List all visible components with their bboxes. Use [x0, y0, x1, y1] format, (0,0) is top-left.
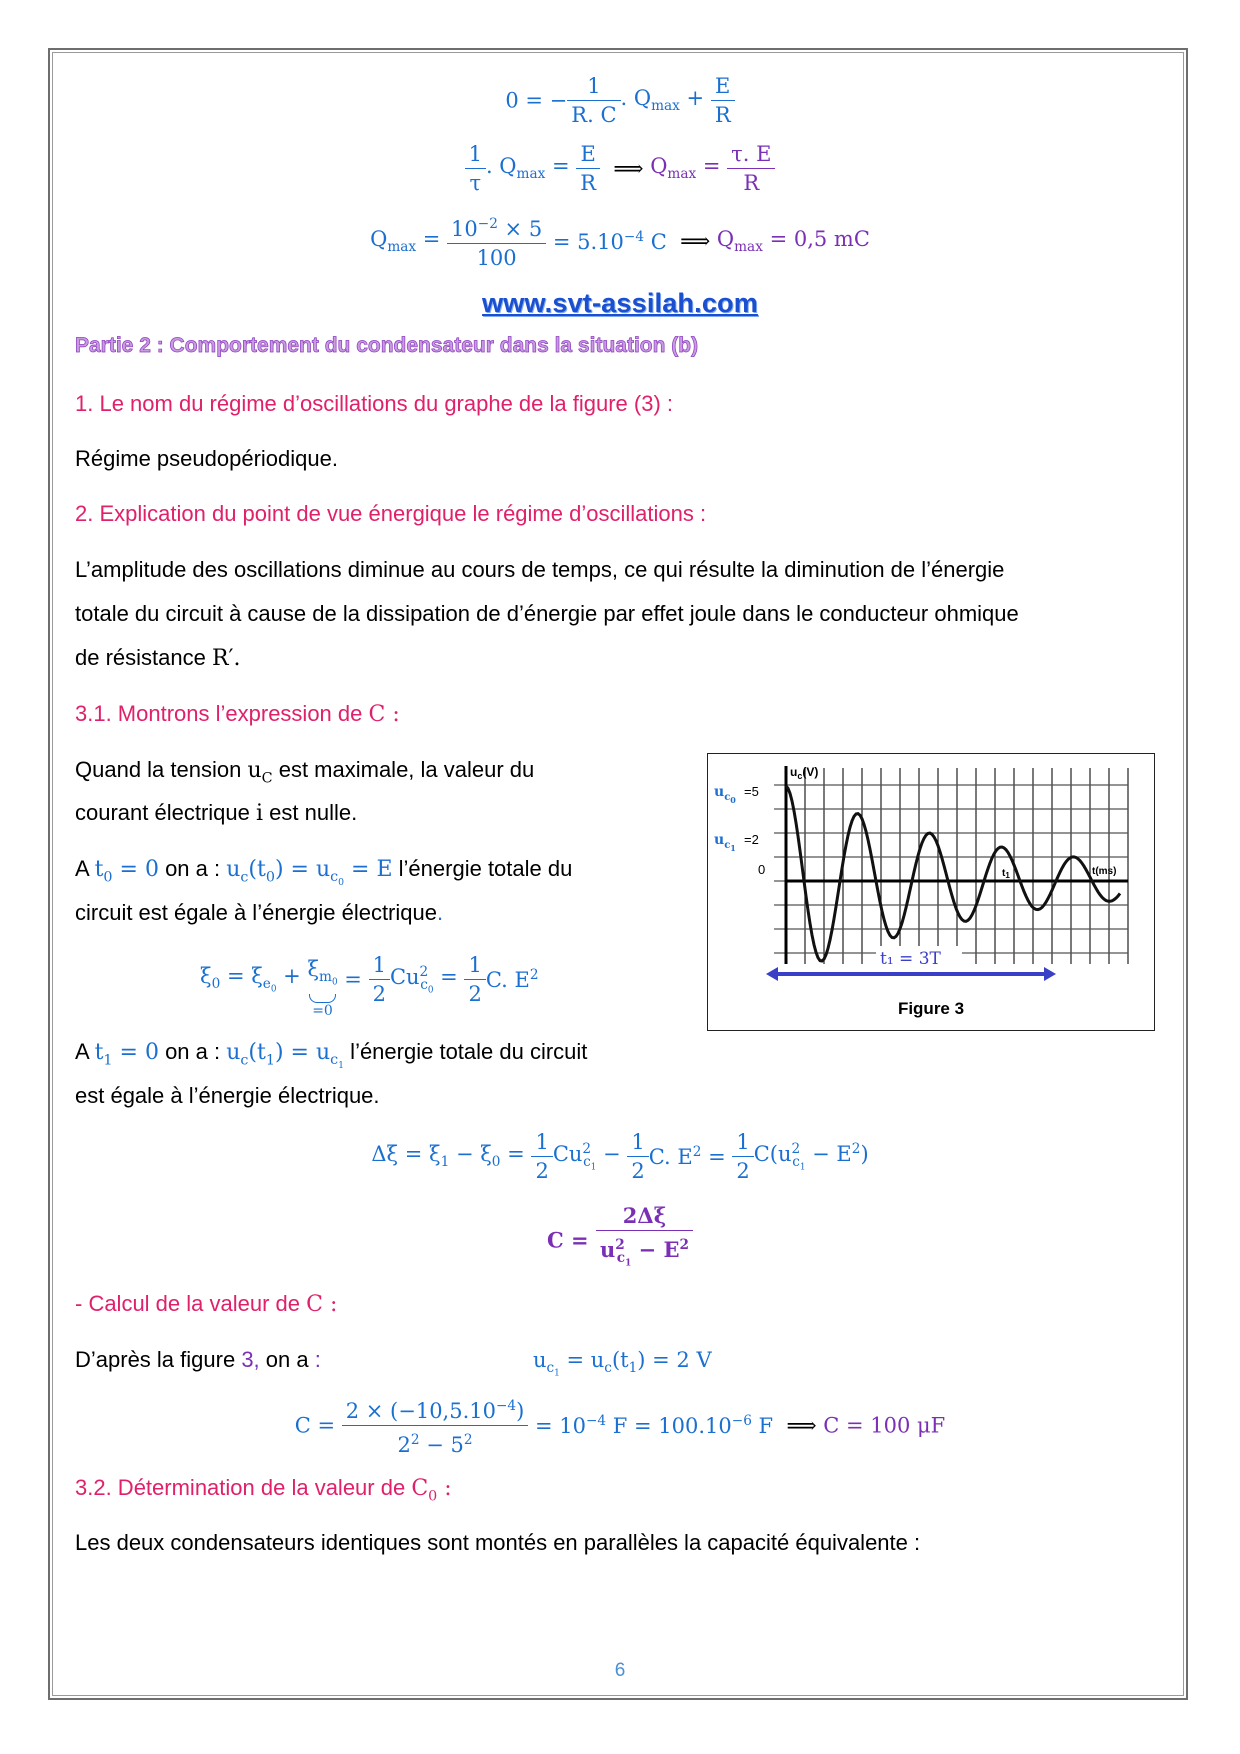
label-uc1-value: =2 [744, 832, 759, 847]
paragraph-t1-energy: est égale à l’énergie électrique. [75, 1083, 380, 1108]
calcul-heading: - Calcul de la valeur de C : [75, 1291, 338, 1317]
graph-grid [774, 768, 1128, 964]
figure-caption: Figure 3 [897, 999, 965, 1018]
dapres-figure-line: D’après la figure 3, on a : [75, 1347, 321, 1372]
question-3-1-heading: 3.1. Montrons l’expression de C : [75, 701, 400, 727]
equation-delta-xi: $\Delta\xi = \xi_1 - \xi_0$ = $\frac{1}{2}$ $Cu^2_{c_1}$ − $\frac{1}{2}$ C. $E^2$ = $\frac{1}{2}$ $C(u^2_{c_1} - E^2)$ [371, 1130, 869, 1183]
question-1-heading: 1. Le nom du régime d’oscillations du graphe de la figure (3) : [75, 391, 674, 416]
website-link[interactable]: www.svt-assilah.com [482, 288, 758, 318]
section-heading-partie-2: Partie 2 : Comportement du condensateur dans la situation (b) [75, 334, 699, 357]
paragraph-t1: A $t_1 = 0$ on a : $u_c(t_1) = u_{c_1}$ l’énergie totale du circuit [75, 1039, 588, 1072]
equation-qmax-tau: $\frac{1}{\tau}$ . $Q_{max}$ = $\frac{E}{R}$ ⟹ $Q_{max}$ = $\frac{\tau. E}{R}$ [0, 140, 1240, 197]
damped-oscillation-curve [786, 786, 1120, 961]
equation-energy-xi0: $\xi_0 = \xi_{e_0} + \xi_{m_0}$ =0 = $\frac{1}{2}$ $Cu^2_{c_0}$ = $\frac{1}{2}$ C. $E^2$ [200, 952, 539, 1019]
arrow-label: t₁ = 3T [880, 949, 941, 969]
label-uc1-name: $u_{c1}$ [714, 832, 736, 853]
paragraph-t0-energy: circuit est égale à l’énergie électrique. [75, 900, 444, 925]
question-1-answer: Régime pseudopériodique. [75, 446, 338, 471]
question-2-line-2: totale du circuit à cause de la dissipation de d’énergie par effet joule dans le conducteur ohmique [75, 601, 1019, 626]
figure-3-graph [708, 754, 1154, 1030]
t1-tick-label: $t_1$ [1002, 868, 1010, 880]
equation-capacitance-formula: C = $\frac{2\Delta\xi}{u^2_{c_1} - E^2}$ [0, 1202, 1240, 1278]
paragraph-current-null: courant électrique i est nulle. [75, 800, 358, 826]
label-uc0-value: =5 [744, 784, 759, 799]
question-3-2-heading: 3.2. Détermination de la valeur de $C_0$ : [75, 1475, 452, 1505]
y-axis-label: $u_c(V)$ [790, 765, 819, 781]
question-2-heading: 2. Explication du point de vue énergique le régime d’oscillations : [75, 501, 707, 526]
question-2-line-1: L’amplitude des oscillations diminue au cours de temps, ce qui résulte la diminution de l’énergie [75, 557, 1005, 582]
equation-qmax-zero: 0 = − $\frac{1}{R. C}$ . $Q_{max}$ + $\frac{E}{R}$ [0, 72, 1240, 129]
last-paragraph: Les deux condensateurs identiques sont montés en parallèles la capacité équivalente : [75, 1530, 921, 1555]
equation-uc1-value: $u_{c_1} = u_c(t_1) = 2$ V [533, 1348, 712, 1379]
label-uc0-name: $u_{c0}$ [714, 784, 736, 805]
equation-capacitance-value: C = $\frac{2 \times (-10,5.10^{-4})}{2^2 - 5^2}$ = $10^{-4}$ $F = 100.10^{-6}$ F ⟹ C = 100 μF [0, 1392, 1240, 1459]
equation-qmax-value: $Q_{max}$ = $\frac{10^{-2} \times 5}{100}$ = $5.10^{-4}$ C ⟹ $Q_{max} = 0,5$ mC [0, 210, 1240, 272]
figure-3 [707, 753, 1155, 1031]
paragraph-t0: A $t_0 = 0$ on a : $u_c(t_0) = u_{c_0} = E$ l’énergie totale du [75, 856, 573, 889]
question-2-line-3: de résistance R′. [75, 645, 241, 671]
page-number: 6 [614, 1660, 626, 1681]
label-zero: 0 [758, 862, 766, 877]
x-axis-label: t(ms) [1092, 866, 1117, 877]
paragraph-uc-max: Quand la tension $u_C$ est maximale, la valeur du [75, 757, 535, 787]
